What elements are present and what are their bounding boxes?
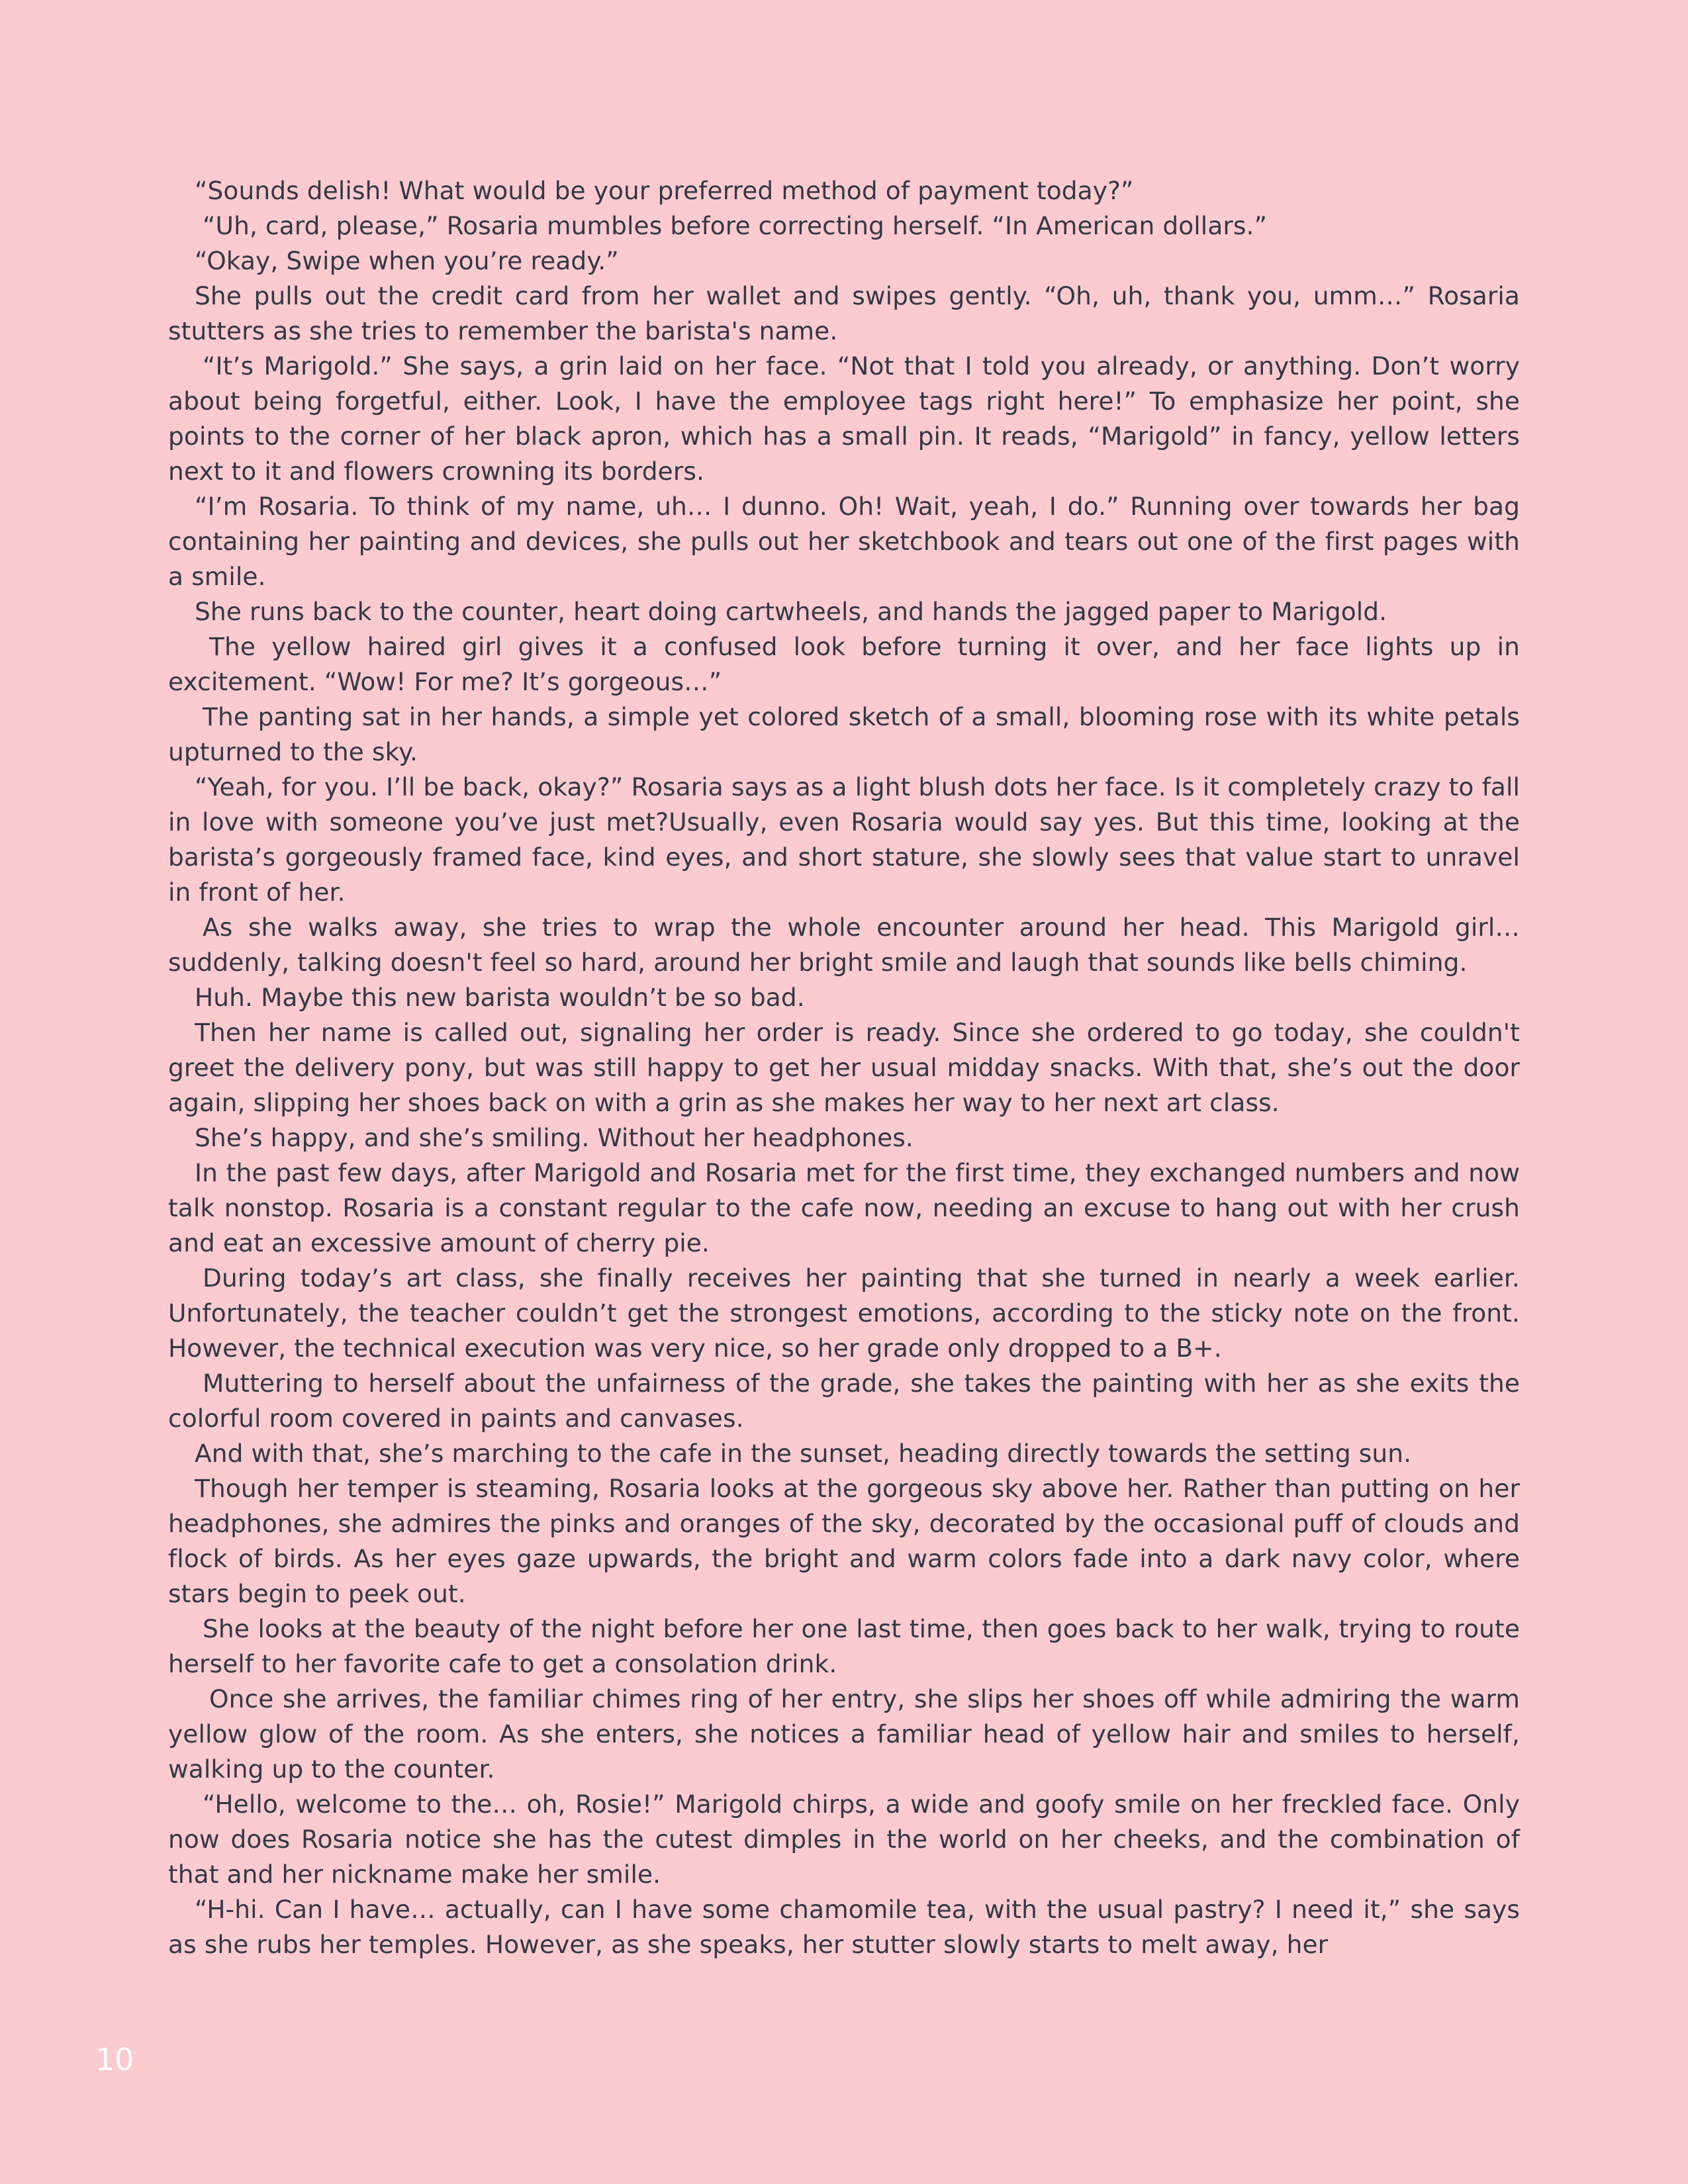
- paragraph: “H-hi. Can I have… actually, can I have some chamomile tea, with the usual pastry? I need it,” she says as she rubs her temples. However, as she speaks, her stutter slowly starts to melt away, her: [168, 1895, 1520, 1959]
- paragraph: “Yeah, for you. I’ll be back, okay?” Rosaria says as a light blush dots her face. Is it completely crazy to fall in love with someone you’ve just met?Usually, even Rosaria would say yes. But this time, looking at the barista’s gorgeously framed face, kind eyes, and short stature, she slowly sees that value start to unravel in front of her.: [168, 772, 1520, 907]
- paragraph: As she walks away, she tries to wrap the whole encounter around her head. This Marigold girl… suddenly, talking doesn't feel so hard, around her bright smile and laugh that sounds like bells chiming.: [168, 913, 1520, 977]
- paragraph: The yellow haired girl gives it a confused look before turning it over, and her face lights up in excitement. “Wow! For me? It’s gorgeous…”: [168, 632, 1520, 696]
- paragraph: Once she arrives, the familiar chimes ring of her entry, she slips her shoes off while admiring the warm yellow glow of the room. As she enters, she notices a familiar head of yellow hair and smiles to herself, walking up to the counter.: [168, 1684, 1520, 1784]
- paragraph: And with that, she’s marching to the cafe in the sunset, heading directly towards the setting sun.: [195, 1439, 1412, 1468]
- paragraph: Though her temper is steaming, Rosaria looks at the gorgeous sky above her. Rather than putting on her headphones, she admires the pinks and oranges of the sky, decorated by the occasional puff of clouds and flock of birds. As her eyes gaze upwards, the bright and warm colors fade into a dark navy color, where stars begin to peek out.: [168, 1474, 1520, 1608]
- story-text: [168, 173, 1520, 1962]
- paragraph: She looks at the beauty of the night before her one last time, then goes back to her walk, trying to route herself to her favorite cafe to get a consolation drink.: [168, 1614, 1520, 1678]
- page-number: 10: [95, 2042, 134, 2077]
- paragraph: Huh. Maybe this new barista wouldn’t be so bad.: [195, 983, 805, 1012]
- paragraph: “I’m Rosaria. To think of my name, uh… I dunno. Oh! Wait, yeah, I do.” Running over towards her bag containing her painting and devices, she pulls out her sketchbook and tears out one of the first pages with a smile.: [168, 492, 1520, 591]
- paragraph: “Sounds delish! What would be your preferred method of payment today?”: [195, 176, 1134, 205]
- paragraph: “Okay, Swipe when you’re ready.”: [195, 246, 619, 275]
- paragraph: She pulls out the credit card from her wallet and swipes gently. “Oh, uh, thank you, umm…” Rosaria stutters as she tries to remember the barista's name.: [168, 281, 1520, 345]
- paragraph: During today’s art class, she finally receives her painting that she turned in nearly a week earlier. Unfortunately, the teacher couldn’t get the strongest emotions, according to the sticky note on the front. However, the technical execution was very nice, so her grade only dropped to a B+.: [168, 1263, 1520, 1363]
- paragraph: “Hello, welcome to the… oh, Rosie!” Marigold chirps, a wide and goofy smile on her freckled face. Only now does Rosaria notice she has the cutest dimples in the world on her cheeks, and the combination of that and her nickname make her smile.: [168, 1790, 1520, 1889]
- paragraph: Muttering to herself about the unfairness of the grade, she takes the painting with her as she exits the colorful room covered in paints and canvases.: [168, 1369, 1520, 1433]
- paragraph: She runs back to the counter, heart doing cartwheels, and hands the jagged paper to Marigold.: [195, 597, 1387, 626]
- paragraph: She’s happy, and she’s smiling. Without her headphones.: [195, 1123, 914, 1152]
- paragraph: “Uh, card, please,” Rosaria mumbles before correcting herself. “In American dollars.”: [203, 211, 1268, 240]
- paragraph: The panting sat in her hands, a simple yet colored sketch of a small, blooming rose with its white petals upturned to the sky.: [168, 702, 1520, 766]
- paragraph: Then her name is called out, signaling her order is ready. Since she ordered to go today, she couldn't greet the delivery pony, but was still happy to get her usual midday snacks. With that, she’s out the door again, slipping her shoes back on with a grin as she makes her way to her next art class.: [168, 1018, 1520, 1117]
- paragraph: “It’s Marigold.” She says, a grin laid on her face. “Not that I told you already, or anything. Don’t worry about being forgetful, either. Look, I have the employee tags right here!” To emphasize her point, she points to the corner of her black apron, which has a small pin. It reads, “Marigold” in fancy, yellow letters next to it and flowers crowning its borders.: [168, 351, 1520, 486]
- paragraph: In the past few days, after Marigold and Rosaria met for the first time, they exchanged numbers and now talk nonstop. Rosaria is a constant regular to the cafe now, needing an excuse to hang out with her crush and eat an excessive amount of cherry pie.: [168, 1158, 1520, 1257]
